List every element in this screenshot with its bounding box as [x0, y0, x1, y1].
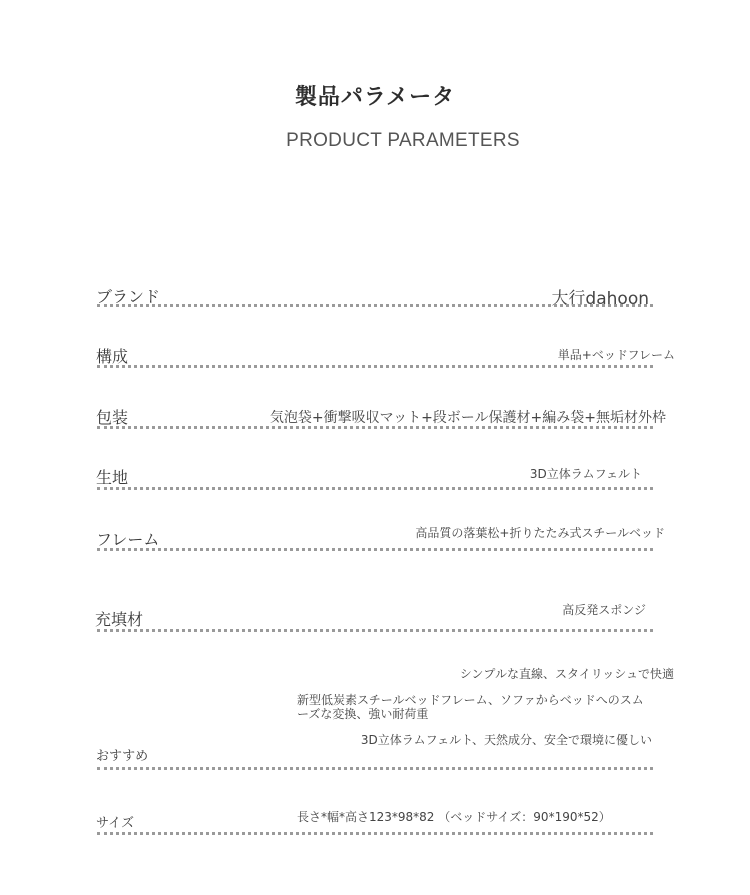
- divider: [97, 767, 653, 770]
- divider: [97, 487, 653, 490]
- param-value-composition: 単品+ベッドフレーム: [557, 348, 675, 362]
- param-value-fabric: 3D立体ラムフェルト: [529, 467, 642, 481]
- param-value-frame: 高品質の落葉松+折りたたみ式スチールベッド: [415, 526, 665, 540]
- param-label-recommend: おすすめ: [96, 749, 149, 764]
- param-label-brand: ブランド: [96, 287, 161, 306]
- param-value-filling: 高反発スポンジ: [562, 603, 646, 617]
- param-value-size: 長さ*幅*高さ123*98*82 （ベッドサイズ：90*190*52）: [297, 810, 611, 824]
- param-value-recommend-line1: シンプルな直線、スタイリッシュで快適: [459, 667, 674, 681]
- param-value-recommend-line3: 3D立体ラムフェルト、天然成分、安全で環境に優しい: [360, 733, 652, 747]
- divider: [97, 548, 653, 551]
- page-subtitle: PRODUCT PARAMETERS: [286, 130, 520, 151]
- param-label-composition: 構成: [96, 347, 129, 366]
- param-label-packaging: 包装: [96, 408, 129, 427]
- divider: [97, 426, 653, 429]
- param-label-fabric: 生地: [96, 468, 129, 487]
- param-label-filling: 充填材: [95, 610, 144, 629]
- param-label-frame: フレーム: [96, 530, 160, 549]
- param-value-recommend-line2a: 新型低炭素スチールベッドフレーム、ソファからベッドへのスム: [297, 693, 644, 707]
- param-label-size: サイズ: [96, 816, 134, 831]
- param-value-brand: 大行dahoon: [551, 289, 649, 309]
- divider: [97, 365, 653, 368]
- param-value-packaging: 気泡袋+衝撃吸収マット+段ボール保護材+編み袋+無垢材外枠: [269, 410, 666, 426]
- divider: [97, 629, 653, 632]
- divider: [97, 304, 653, 307]
- page-title: 製品パラメータ: [294, 85, 456, 110]
- divider: [97, 832, 653, 835]
- param-value-recommend-line2b: ーズな変換、強い耐荷重: [297, 707, 429, 721]
